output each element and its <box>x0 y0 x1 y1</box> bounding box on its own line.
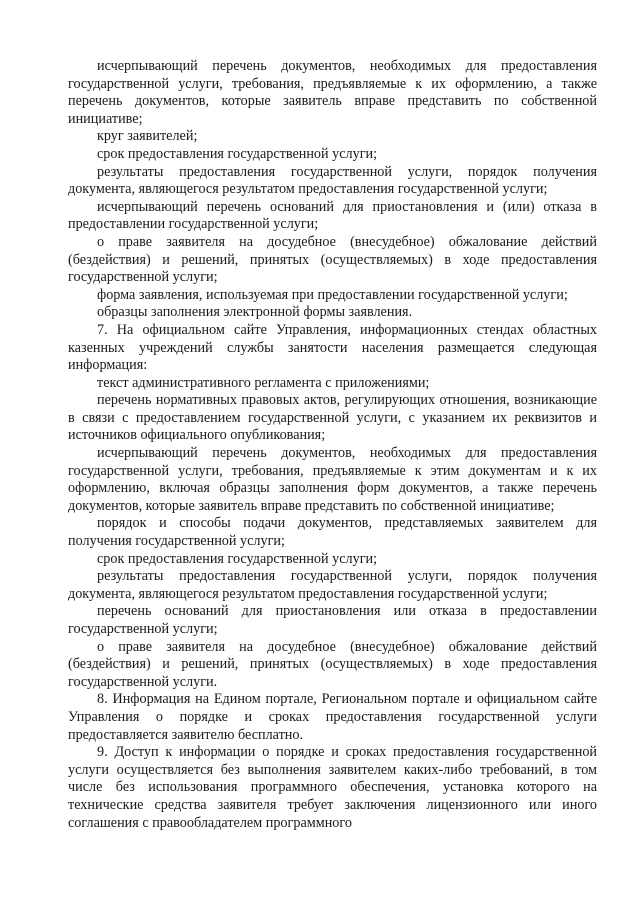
paragraph-section-9: 9. Доступ к информации о порядке и сроках предоставления государственной услуги осуществляется без выполнения заявителем каких-либо требований, в том числе без использования программного обеспечения, установка которого на технические средства заявителя требует заключения лицензионного или иного соглашения с правообладателем программного <box>68 744 597 831</box>
paragraph-legal-acts: перечень нормативных правовых актов, регулирующих отношения, возникающие в связи с предоставлением государственной услуги, с указанием их реквизитов и источников официального опубликования; <box>68 392 597 444</box>
paragraph-documents-list-2: исчерпывающий перечень документов, необходимых для предоставления государственной услуги, требования, предъявляемые к этим документам и к их оформлению, включая образцы заполнения форм документов, а также перечень документов, которые заявитель вправе представить по собственной инициативе; <box>68 445 597 514</box>
paragraph-regulation-text: текст административного регламента с приложениями; <box>97 374 430 391</box>
paragraph-form-samples: образцы заполнения электронной формы заявления. <box>97 304 413 321</box>
paragraph-application-form: форма заявления, используемая при предоставлении государственной услуги; <box>97 286 568 303</box>
paragraph-refusal-grounds: исчерпывающий перечень оснований для приостановления и (или) отказа в предоставлении государственной услуги; <box>68 198 597 233</box>
paragraph-appeal-right-2: о праве заявителя на досудебное (внесудебное) обжалование действий (бездействия) и решений, принятых (осуществляемых) в ходе предоставления государственной услуги. <box>68 638 597 690</box>
paragraph-documents-list: исчерпывающий перечень документов, необходимых для предоставления государственной услуги, требования, предъявляемые к их оформлению, а также перечень документов, которые заявитель вправе представить по собственной инициативе; <box>68 58 597 127</box>
paragraph-refusal-grounds-2: перечень оснований для приостановления или отказа в предоставлении государственной услуги; <box>68 603 597 637</box>
paragraph-section-7: 7. На официальном сайте Управления, информационных стендах областных казенных учреждений службы занятости населения размещается следующая информация: <box>68 321 597 374</box>
paragraph-service-term: срок предоставления государственной услуги; <box>97 145 378 162</box>
paragraph-appeal-right: о праве заявителя на досудебное (внесудебное) обжалование действий (бездействия) и решений, принятых (осуществляемых) в ходе предоставления государственной услуги; <box>68 233 597 286</box>
paragraph-section-8: 8. Информация на Едином портале, Региональном портале и официальном сайте Управления о порядке и сроках предоставления государственной услуги предоставляется заявителю бесплатно. <box>68 691 597 743</box>
document-page <box>68 58 597 832</box>
paragraph-submission-methods: порядок и способы подачи документов, представляемых заявителем для получения государственной услуги; <box>68 515 597 550</box>
paragraph-service-term-2: срок предоставления государственной услуги; <box>97 550 378 567</box>
paragraph-applicants: круг заявителей; <box>97 128 198 145</box>
paragraph-service-results-2: результаты предоставления государственной услуги, порядок получения документа, являющегося результатом предоставления государственной услуги; <box>68 568 597 602</box>
paragraph-service-results: результаты предоставления государственной услуги, порядок получения документа, являющегося результатом предоставления государственной услуги; <box>68 163 597 198</box>
